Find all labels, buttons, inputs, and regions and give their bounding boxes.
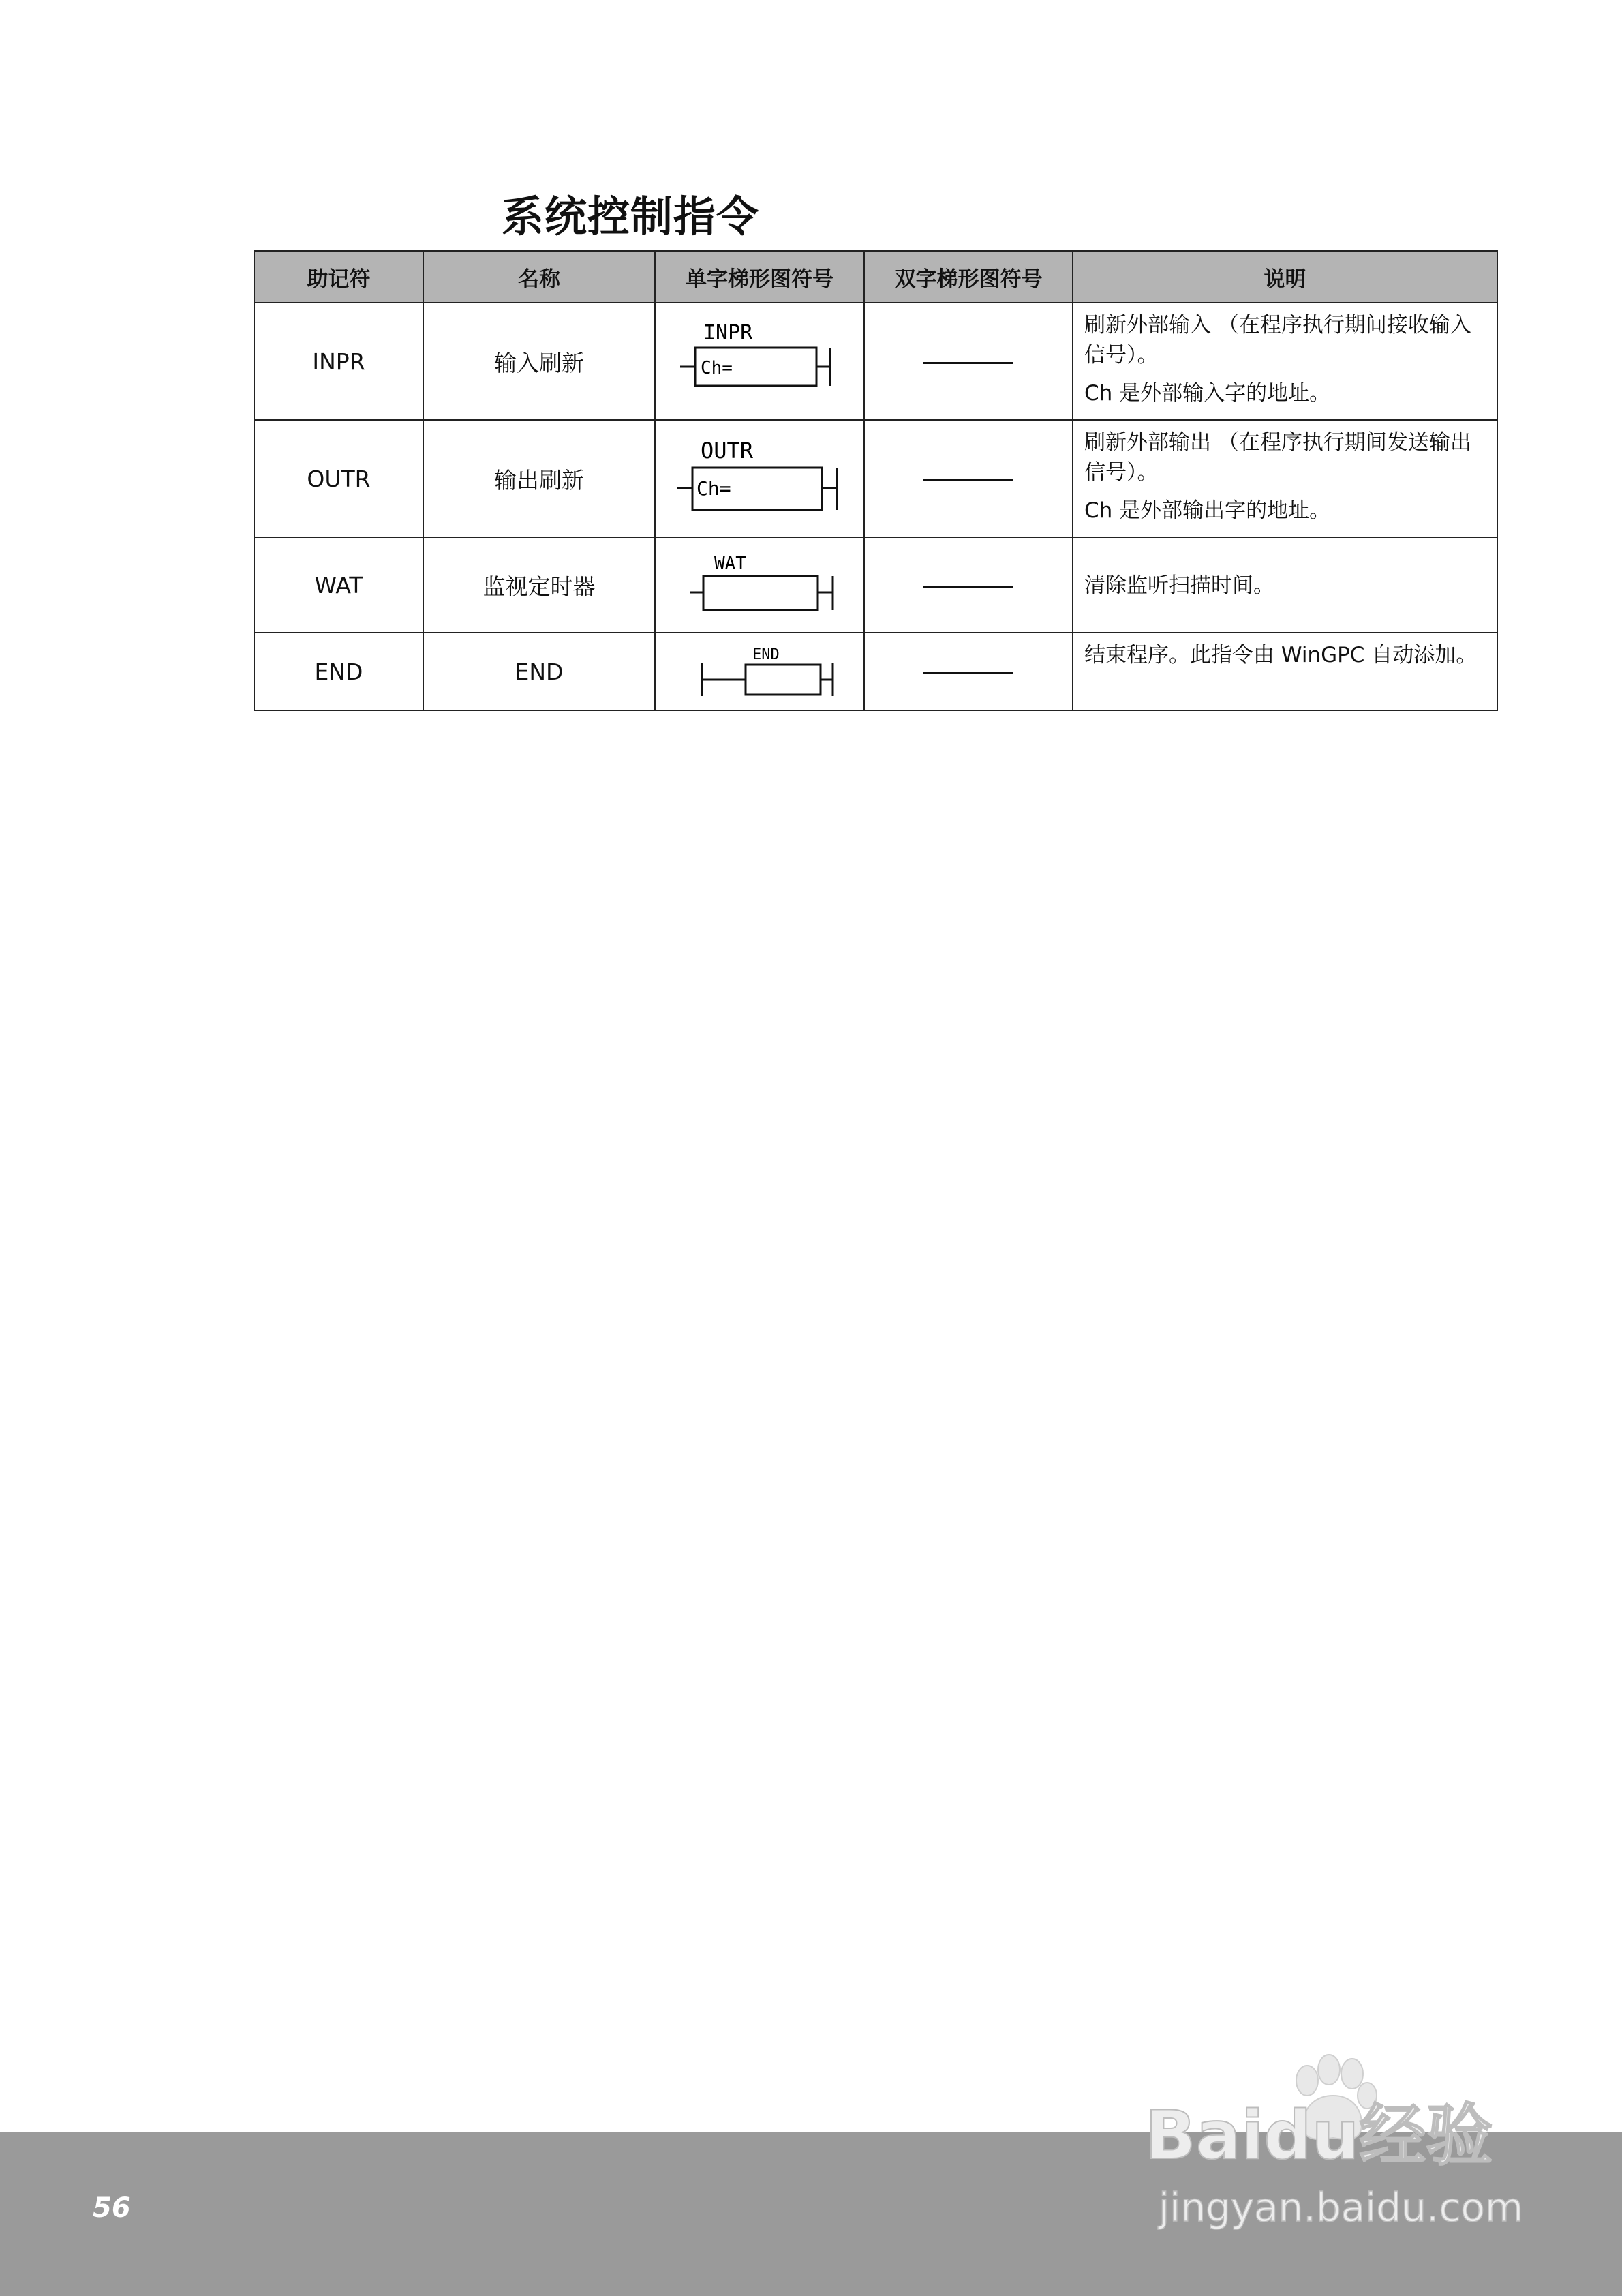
- symbol-param: Ch=: [696, 477, 731, 500]
- ladder-symbol-cell: [655, 303, 864, 420]
- symbol-label: WAT: [714, 554, 746, 574]
- ladder-symbol-cell: [655, 537, 864, 633]
- double-word-symbol-cell: [864, 303, 1073, 420]
- name-cell: 输出刷新: [423, 420, 655, 537]
- col-header-single-word-symbol: 单字梯形图符号: [655, 251, 864, 303]
- description-line: Ch 是外部输入字的地址。: [1084, 381, 1331, 406]
- description-line: 结束程序。此指令由 WinGPC 自动添加。: [1084, 643, 1478, 667]
- col-header-double-word-symbol: 双字梯形图符号: [864, 251, 1073, 303]
- ladder-symbol-end: [675, 639, 845, 704]
- watermark-url: jingyan.baidu.com: [1159, 2184, 1524, 2231]
- table-row: [254, 303, 1497, 420]
- description-cell: [1073, 633, 1497, 710]
- mnemonic-cell: OUTR: [254, 420, 423, 537]
- table-header-row: [254, 251, 1497, 303]
- ladder-symbol-inpr: [675, 314, 845, 409]
- description-line: 清除监听扫描时间。: [1084, 573, 1274, 598]
- symbol-label: END: [752, 646, 780, 663]
- dash-line: [923, 479, 1013, 481]
- table-row: [254, 633, 1497, 710]
- col-header-mnemonic: 助记符: [254, 251, 423, 303]
- col-header-name: 名称: [423, 251, 655, 303]
- mnemonic-cell: INPR: [254, 303, 423, 420]
- page-title: 系统控制指令: [502, 192, 760, 241]
- symbol-label: INPR: [703, 321, 752, 345]
- double-word-symbol-cell: [864, 633, 1073, 710]
- col-header-description: 说明: [1073, 251, 1497, 303]
- mnemonic-cell: END: [254, 633, 423, 710]
- baidu-watermark-logo: [1124, 2038, 1533, 2236]
- description-line: Ch 是外部输出字的地址。: [1084, 498, 1331, 523]
- instruction-table: [254, 250, 1498, 711]
- dash-line: [923, 362, 1013, 364]
- description-line: 刷新外部输入 （在程序执行期间接收输入信号）。: [1084, 313, 1471, 367]
- double-word-symbol-cell: [864, 537, 1073, 633]
- description-line: 刷新外部输出 （在程序执行期间发送输出信号）。: [1084, 430, 1471, 485]
- table-row: [254, 537, 1497, 633]
- description-cell: [1073, 537, 1497, 633]
- symbol-param: Ch=: [700, 358, 733, 378]
- page-number: 56: [93, 2192, 131, 2224]
- double-word-symbol-cell: [864, 420, 1073, 537]
- ladder-symbol-cell: [655, 633, 864, 710]
- description-cell: [1073, 303, 1497, 420]
- ladder-symbol-wat: [675, 547, 845, 622]
- table-row: [254, 420, 1497, 537]
- symbol-label: OUTR: [700, 438, 753, 464]
- ladder-symbol-outr: [675, 431, 845, 526]
- name-cell: END: [423, 633, 655, 710]
- name-cell: 监视定时器: [423, 537, 655, 633]
- dash-line: [923, 586, 1013, 588]
- name-cell: 输入刷新: [423, 303, 655, 420]
- ladder-symbol-cell: [655, 420, 864, 537]
- mnemonic-cell: WAT: [254, 537, 423, 633]
- dash-line: [923, 672, 1013, 674]
- watermark-brand: Baidu经验: [1145, 2097, 1493, 2175]
- description-cell: [1073, 420, 1497, 537]
